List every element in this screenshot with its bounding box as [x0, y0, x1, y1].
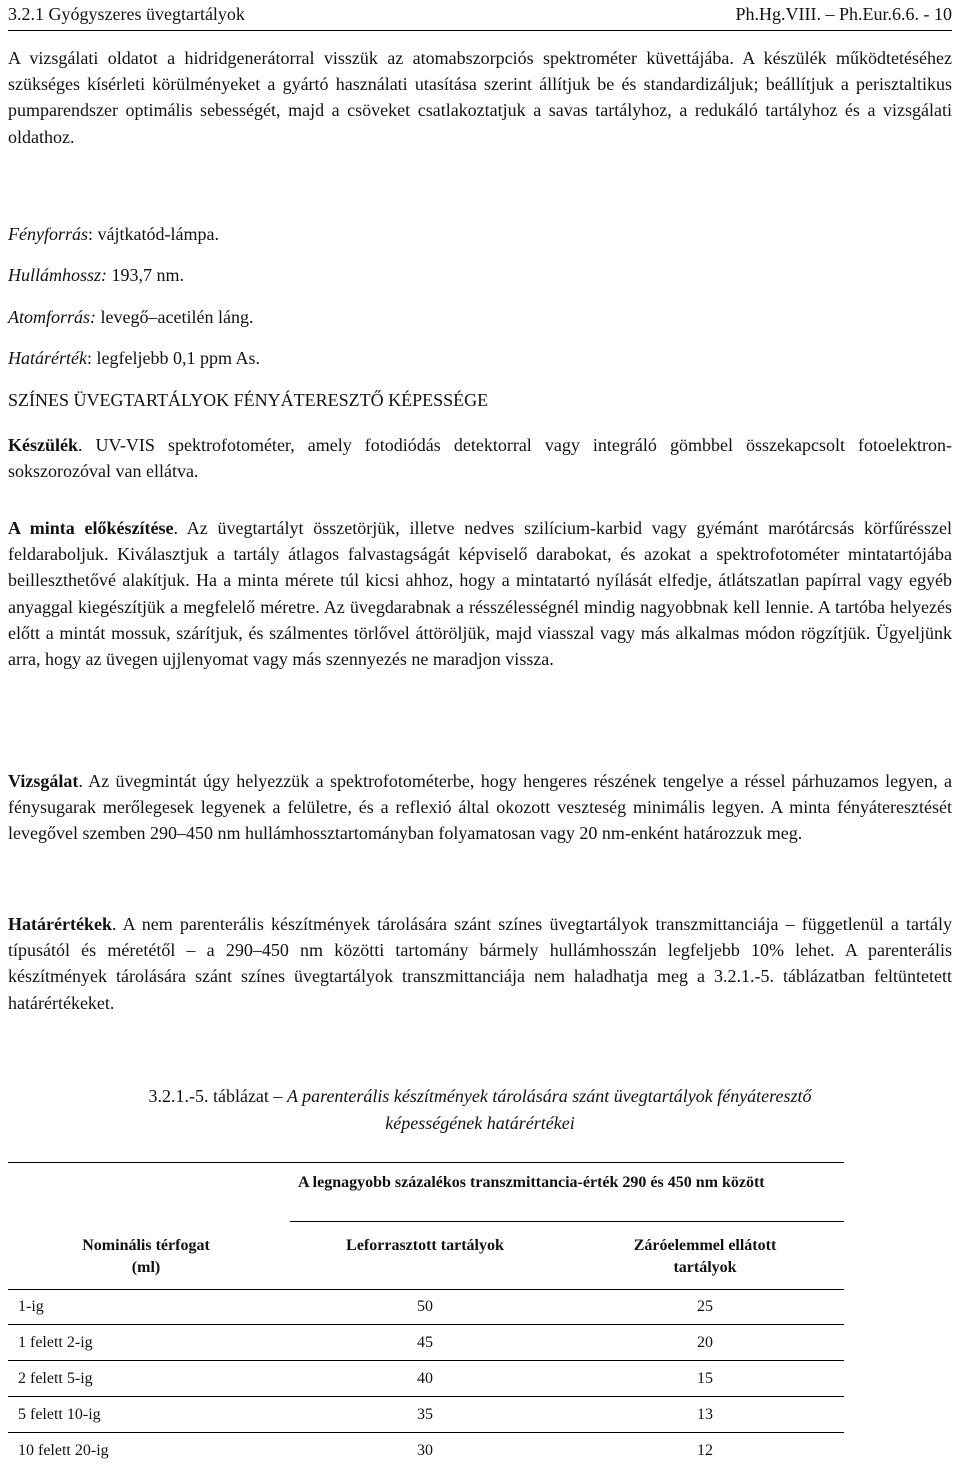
- column-header-volume: [8, 1235, 284, 1279]
- column-header-volume-line-2: (ml): [131, 1259, 161, 1276]
- light-source-label: Fényforrás: [8, 224, 88, 244]
- limits-label: Határértékek: [8, 914, 112, 934]
- table-caption-line-2: [0, 1110, 960, 1136]
- sample-prep-paragraph: [8, 515, 952, 672]
- intro-paragraph: A vizsgálati oldatot a hidridgenerátorral visszük az atomabszorpciós spektrométer küvettájába. A készülék működtetéséhez szükséges kísérleti körülményeket a gyártó használati utasítása szerint állítjuk be és standardizáljuk; beállítjuk a perisztaltikus pumparendszer optimális sebességét, majd a csöveket csatlakoztatjuk a savas tartályhoz, a redukáló tartályhoz és a vizsgálati oldathoz.: [8, 48, 952, 147]
- table-group-header: A legnagyobb százalékos transzmittancia-érték 290 és 450 nm között: [298, 1174, 765, 1191]
- limit-label: Határérték: [8, 348, 87, 368]
- wavelength-line: [8, 262, 184, 288]
- table-top-rule: [8, 1162, 844, 1163]
- table-row-rule: [8, 1432, 844, 1433]
- table-row-rule: [8, 1324, 844, 1325]
- table-caption-title-1: A parenterális készítmények tárolására szánt üvegtartályok fényáteresztő: [286, 1086, 812, 1106]
- limits-paragraph: [8, 911, 952, 1016]
- table-cell-sealed: 35: [417, 1406, 433, 1423]
- limit-line: [8, 345, 260, 371]
- table-cell-sealed: 30: [417, 1442, 433, 1459]
- column-header-closure-line-2: tartályok: [673, 1259, 737, 1276]
- light-source-line: [8, 221, 219, 247]
- table-header-bottom-rule: [8, 1289, 844, 1290]
- table-row-rule: [8, 1360, 844, 1361]
- apparatus-paragraph: [8, 432, 952, 484]
- header-pharmacopoeia-ref: Ph.Hg.VIII. – Ph.Eur.6.6. - 10: [735, 4, 952, 24]
- column-header-volume-line-1: Nominális térfogat: [82, 1237, 210, 1254]
- wavelength-value: 193,7 nm.: [107, 265, 185, 285]
- table-caption-number: 3.2.1.-5. táblázat –: [148, 1086, 287, 1106]
- table-caption-line-1: [0, 1083, 960, 1109]
- table-cell-closure: 13: [697, 1406, 713, 1423]
- table-cell-volume: 10 felett 20-ig: [18, 1442, 109, 1459]
- table-cell-closure: 15: [697, 1370, 713, 1387]
- test-text: . Az üvegmintát úgy helyezzük a spektrofotométerbe, hogy hengeres részének tengelye a réssel párhuzamos legyen, a fénysugarak merőlegesek legyenek a felületre, és a reflexió által okozott veszteség minimális legyen. A minta fényáteresztését levegővel szemben 290–450 nm hullámhossztartományban folyamatosan vagy 20 nm-enként határozzuk meg.: [8, 771, 952, 844]
- table-cell-closure: 12: [697, 1442, 713, 1459]
- table-cell-sealed: 50: [417, 1298, 433, 1315]
- atom-source-line: [8, 304, 253, 330]
- test-paragraph: [8, 768, 952, 847]
- table-row-rule: [8, 1396, 844, 1397]
- column-header-closure: [570, 1235, 840, 1279]
- wavelength-label: Hullámhossz:: [8, 265, 108, 285]
- table-cell-volume: 2 felett 5-ig: [18, 1370, 93, 1387]
- table-group-rule: [290, 1221, 844, 1222]
- limits-text: . A nem parenterális készítmények tárolására szánt színes üvegtartályok transzmittanciája – függetlenül a tartály típusától és méretétől – a 290–450 nm közötti tartomány bármely hullámhosszán legfeljebb 10% lehet. A parenterális készítmények tárolására szánt színes üvegtartályok transzmittanciája nem haladhatja meg a 3.2.1.-5. táblázatban feltüntetett határértékeket.: [8, 914, 952, 1013]
- running-header: [8, 0, 952, 31]
- table-cell-volume: 1-ig: [18, 1298, 44, 1315]
- limit-value: : legfeljebb 0,1 ppm As.: [86, 348, 260, 368]
- table-cell-closure: 20: [697, 1334, 713, 1351]
- sample-prep-label: A minta előkészítése: [8, 518, 174, 538]
- table-cell-closure: 25: [697, 1298, 713, 1315]
- table-cell-volume: 1 felett 2-ig: [18, 1334, 93, 1351]
- column-header-closure-line-1: Záróelemmel ellátott: [633, 1237, 777, 1254]
- atom-source-value: levegő–acetilén láng.: [96, 307, 254, 327]
- atom-source-label: Atomforrás:: [8, 307, 97, 327]
- light-source-value: : vájtkatód-lámpa.: [88, 224, 219, 244]
- table-caption-title-2: képességének határértékei: [385, 1113, 575, 1133]
- section-title: SZÍNES ÜVEGTARTÁLYOK FÉNYÁTERESZTŐ KÉPESSÉGE: [8, 390, 489, 410]
- table-cell-sealed: 40: [417, 1370, 433, 1387]
- apparatus-text: . UV-VIS spektrofotométer, amely fotodiódás detektorral vagy integráló gömbbel összekapcsolt fotoelektron-sokszorozóval van ellátva.: [8, 435, 952, 482]
- apparatus-label: Készülék: [8, 435, 78, 455]
- column-header-sealed: Leforrasztott tartályok: [346, 1237, 504, 1254]
- table-cell-volume: 5 felett 10-ig: [18, 1406, 101, 1423]
- header-section-title: 3.2.1 Gyógyszeres üvegtartályok: [8, 4, 245, 24]
- sample-prep-text: . Az üvegtartályt összetörjük, illetve nedves szilícium-karbid vagy gyémánt marótárcsás körfűrésszel feldaraboljuk. Kiválasztjuk a tartály átlagos falvastagságát képviselő darabokat, és azokat a spektrofotométer mintatartójába beilleszthetővé alakítjuk. Ha a minta mérete túl kicsi ahhoz, hogy a mintatartó nyílását elfedje, átlátszatlan papírral vagy egyéb anyaggal kiegészítjük a megfelelő méretre. Az üvegdarabnak a résszélességnél mindig nagyobbnak kell lennie. A tartóba helyezés előtt a mintát mossuk, szárítjuk, és szálmentes törlővel áttöröljük, majd viasszal vagy más alkalmas módon rögzítjük. Ügyeljünk arra, hogy az üvegen ujjlenyomat vagy más szennyezés ne maradjon vissza.: [8, 518, 953, 670]
- test-label: Vizsgálat: [8, 771, 79, 791]
- table-cell-sealed: 45: [417, 1334, 433, 1351]
